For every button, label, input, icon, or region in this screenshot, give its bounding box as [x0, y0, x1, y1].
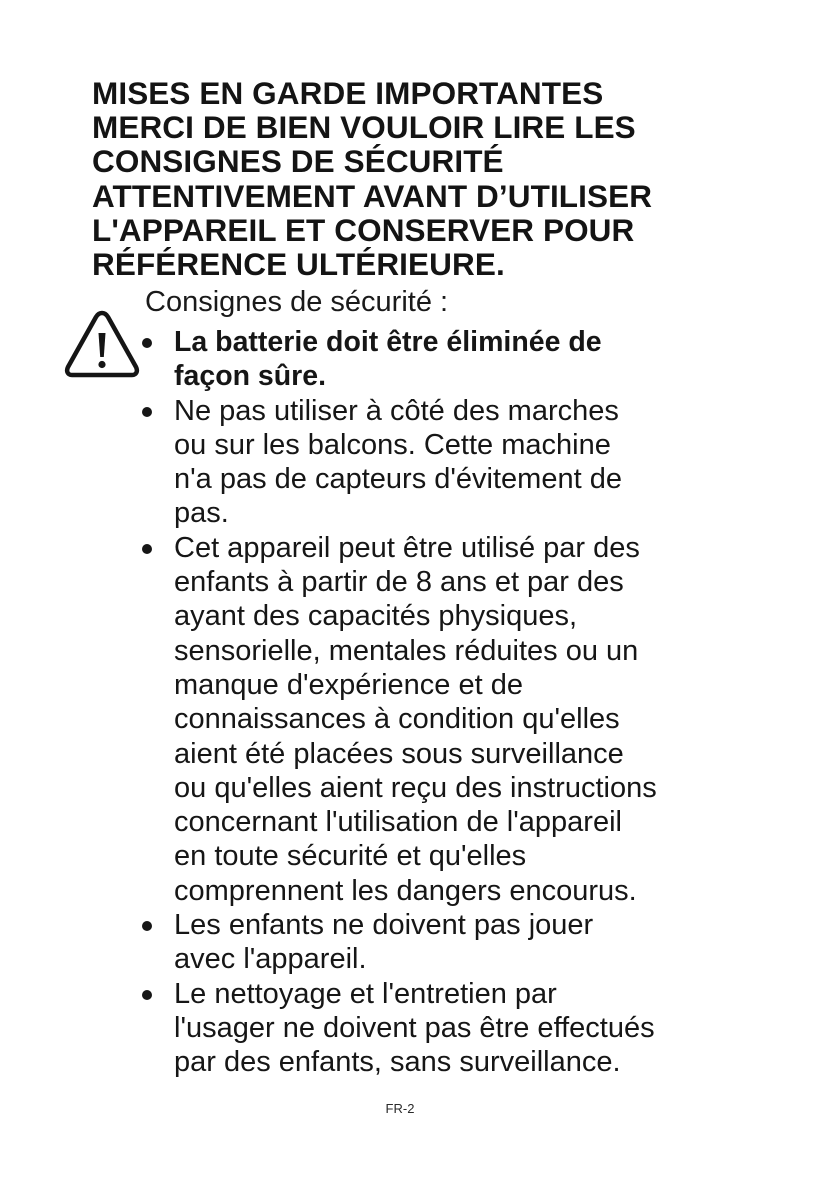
bullet — [142, 544, 152, 554]
safety-item-children-play — [140, 908, 760, 977]
safety-item-usage — [140, 531, 760, 908]
heading-line: MISES EN GARDE IMPORTANTES — [92, 75, 604, 111]
safety-item-battery — [140, 325, 760, 394]
safety-item-stairs — [140, 394, 760, 531]
item-line: l'usager ne doivent pas être effectués — [174, 1011, 655, 1044]
safety-instructions-title: Consignes de sécurité : — [145, 286, 449, 318]
item-line: manque d'expérience et de — [174, 668, 523, 701]
bullet — [142, 338, 152, 348]
item-line: ou sur les balcons. Cette machine — [174, 428, 611, 461]
important-warnings-heading — [92, 76, 752, 281]
item-line: Le nettoyage et l'entretien par — [174, 977, 557, 1010]
heading-line: MERCI DE BIEN VOULOIR LIRE LES — [92, 109, 636, 146]
item-line: n'a pas de capteurs d'évitement de — [174, 463, 622, 496]
item-line: comprennent les dangers encourus. — [174, 874, 637, 907]
heading-line: L'APPAREIL ET CONSERVER POUR — [92, 211, 635, 248]
item-line: ou qu'elles aient reçu des instructions — [174, 771, 657, 804]
heading-line: ATTENTIVEMENT AVANT D’UTILISER — [92, 177, 653, 214]
item-line: Ne pas utiliser à côté des marches — [174, 394, 619, 427]
item-line: en toute sécurité et qu'elles — [174, 840, 527, 873]
item-line: concernant l'utilisation de l'appareil — [174, 806, 622, 839]
heading-line: CONSIGNES DE SÉCURITÉ — [92, 143, 504, 180]
safety-list — [140, 325, 760, 1080]
bullet — [142, 990, 152, 1000]
item-line: aient été placées sous surveillance — [174, 737, 624, 770]
item-line: connaissances à condition qu'elles — [174, 703, 620, 736]
item-line: par des enfants, sans surveillance. — [174, 1046, 621, 1079]
bullet — [142, 921, 152, 931]
item-line: Les enfants ne doivent pas jouer — [174, 909, 594, 942]
safety-item-cleaning — [140, 977, 760, 1080]
item-line: Cet appareil peut être utilisé par des — [174, 531, 640, 564]
item-line: La batterie doit être éliminée de — [174, 326, 602, 358]
item-line: pas. — [174, 497, 229, 530]
warning-triangle-icon — [64, 309, 140, 379]
heading-line: RÉFÉRENCE ULTÉRIEURE. — [92, 246, 505, 283]
item-line: enfants à partir de 8 ans et par des — [174, 566, 624, 599]
item-line: avec l'appareil. — [174, 943, 367, 976]
bullet — [142, 407, 152, 417]
item-line: façon sûre. — [174, 360, 327, 393]
page-number: FR-2 — [385, 1101, 415, 1116]
item-line: sensorielle, mentales réduites ou un — [174, 634, 639, 667]
item-line: ayant des capacités physiques, — [174, 600, 578, 633]
